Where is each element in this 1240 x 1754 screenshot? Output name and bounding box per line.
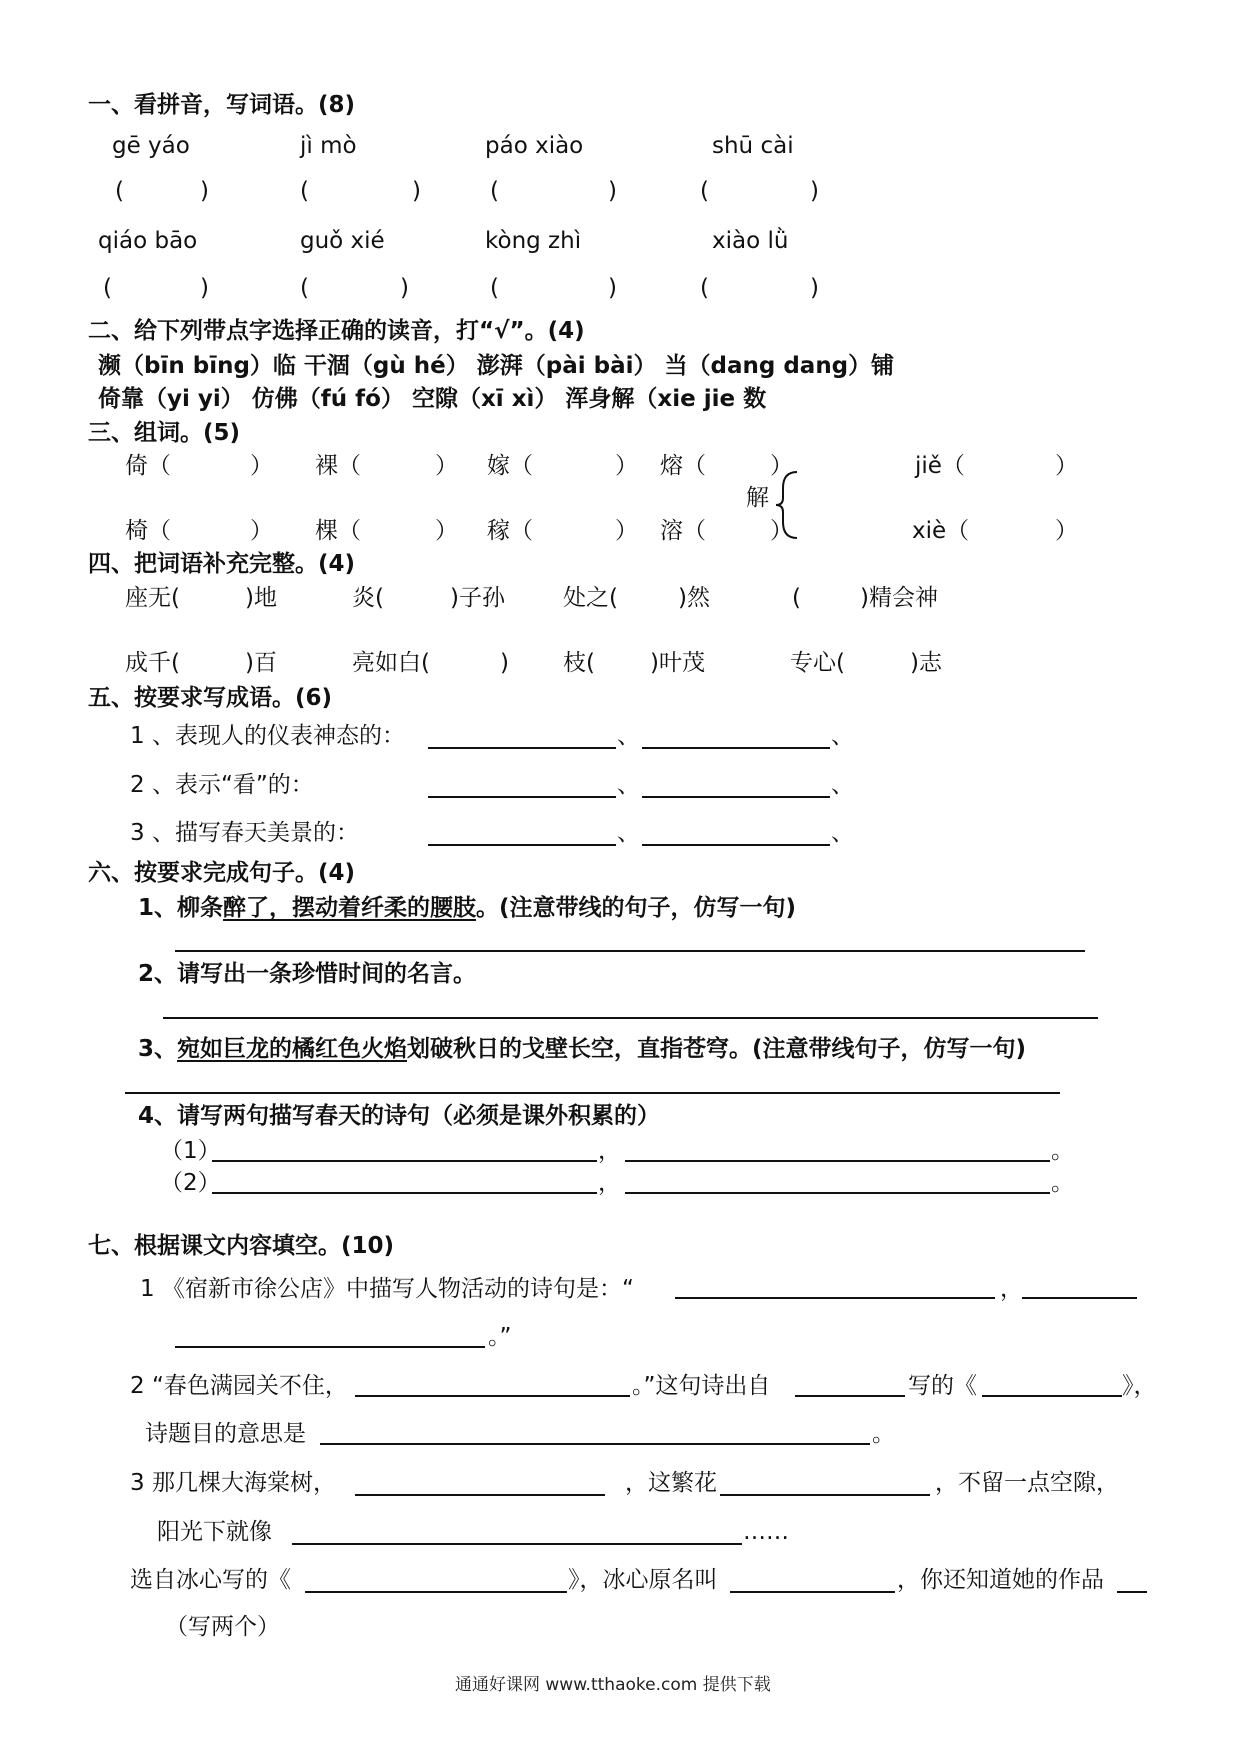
- s7-q4-blank-3[interactable]: [1117, 1591, 1147, 1593]
- s7-q3-e: ……: [743, 1519, 789, 1545]
- s6-q3-pre: 3、: [138, 1036, 178, 1062]
- paren-1-2-r: ): [412, 178, 421, 204]
- s7-q2-blank-2[interactable]: [795, 1395, 905, 1397]
- s7-q2-b: 。”这句诗出自: [632, 1373, 771, 1399]
- s3-r2-w2-close: ）: [435, 518, 458, 544]
- s6-q1-underlined: 醉了，摆动着纤柔的腰肢: [223, 895, 477, 921]
- section6-title: 六、按要求完成句子。(4): [88, 860, 356, 886]
- paren-2-4-l: (: [700, 275, 709, 301]
- s7-q3-blank-2[interactable]: [720, 1494, 930, 1496]
- s7-q4-c: ，你还知道她的作品: [897, 1567, 1104, 1593]
- s4-r1-d: )子孙: [450, 585, 505, 611]
- s7-q3-c: ，不留一点空隙，: [935, 1470, 1119, 1496]
- s7-q2-c: 写的《: [908, 1373, 977, 1399]
- paren-2-3-l: (: [490, 275, 499, 301]
- s7-q2-blank-4[interactable]: [320, 1443, 870, 1445]
- s7-q1-blank-3[interactable]: [175, 1346, 485, 1348]
- s6-q4-b-period: 。: [1051, 1170, 1074, 1196]
- paren-2-1-r: ): [200, 275, 209, 301]
- s3-r1-w1-close: ）: [250, 453, 273, 479]
- s7-q1: 1 《宿新市徐公店》中描写人物活动的诗句是：“: [140, 1276, 634, 1302]
- s4-r1-c: 炎(: [352, 585, 384, 611]
- s6-q4: 4、请写两句描写春天的诗句（必须是课外积累的）: [138, 1103, 661, 1129]
- s4-r2-a: 成千(: [125, 650, 180, 676]
- s3-r2-w2: 棵（: [315, 518, 361, 544]
- s6-q3-post: 划破秋日的戈壁长空，直指苍穹。(注意带线句子，仿写一句): [407, 1036, 1027, 1062]
- s5-item-1: 1 、表现人的仪表神态的：: [130, 723, 405, 749]
- s3-r1-w4-close: ）: [770, 453, 793, 479]
- s4-r2-d: ): [500, 650, 509, 676]
- s4-r2-b: )百: [245, 650, 277, 676]
- jie-reading-2: xiè（: [912, 518, 970, 544]
- pinyin-1-3: páo xiào: [485, 133, 584, 159]
- s6-q1-pre: 1、柳条: [138, 895, 224, 921]
- s7-q2-e: 诗题目的意思是: [145, 1421, 306, 1447]
- s4-r2-h: )志: [910, 650, 942, 676]
- s7-q4-d: （写两个）: [165, 1614, 280, 1640]
- s7-q2-a: 2 “春色满园关不住，: [130, 1373, 348, 1399]
- s4-r1-a: 座无(: [125, 585, 180, 611]
- s4-r1-h: )精会神: [860, 585, 938, 611]
- s6-q4-b-blank-1[interactable]: [212, 1192, 597, 1194]
- s7-q3-a: 3 那几棵大海棠树，: [130, 1470, 336, 1496]
- paren-1-1-l: (: [115, 178, 124, 204]
- s4-r2-c: 亮如白(: [352, 650, 430, 676]
- s5-blank-3a[interactable]: [428, 844, 616, 846]
- pinyin-1-2: jì mò: [300, 133, 357, 159]
- s5-item-3: 3 、描写春天美景的：: [130, 820, 359, 846]
- s6-q3: [138, 1038, 1026, 1061]
- s6-q2: 2、请写出一条珍惜时间的名言。: [138, 961, 477, 987]
- s5-item-2: 2 、表示“看”的：: [130, 772, 314, 798]
- pinyin-2-2: guǒ xié: [300, 228, 385, 254]
- section3-title: 三、组词。(5): [88, 420, 241, 446]
- s5-blank-2b[interactable]: [642, 796, 830, 798]
- s6-q1-post: 。(注意带线的句子，仿写一句): [476, 895, 797, 921]
- s7-q1-blank-1[interactable]: [675, 1297, 995, 1299]
- s6-q4-a-blank-1[interactable]: [212, 1160, 597, 1162]
- s3-r2-w4-close: ）: [770, 518, 793, 544]
- paren-1-2-l: (: [300, 178, 309, 204]
- jie-reading-1-close: ）: [1055, 453, 1078, 479]
- section2-row1: 濒（bīn bīng）临 干涸（gù hé） 澎湃（pài bài） 当（dang dang）铺: [98, 353, 895, 379]
- paren-1-4-l: (: [700, 178, 709, 204]
- paren-1-4-r: ): [810, 178, 819, 204]
- jie-character: 解: [746, 485, 769, 511]
- s6-q1: [138, 897, 796, 920]
- s7-q1-comma: ，: [1000, 1276, 1023, 1302]
- s5-sep-2b: 、: [831, 772, 854, 798]
- page-footer: 通通好课网 www.tthaoke.com 提供下载: [455, 1675, 771, 1695]
- s5-sep-1: 、: [617, 723, 640, 749]
- s6-q3-underlined: 宛如巨龙的橘红色火焰: [177, 1036, 408, 1062]
- s3-r2-w1: 椅（: [125, 518, 171, 544]
- s4-r1-b: )地: [245, 585, 277, 611]
- s6-answer-line-3[interactable]: [125, 1092, 1060, 1094]
- section1-title: 一、看拼音，写词语。(8): [88, 92, 356, 118]
- s6-answer-line-1[interactable]: [175, 950, 1085, 952]
- s7-q2-blank-3[interactable]: [982, 1395, 1122, 1397]
- s6-q4-a-period: 。: [1051, 1138, 1074, 1164]
- pinyin-2-3: kòng zhì: [485, 228, 582, 254]
- s5-blank-2a[interactable]: [428, 796, 616, 798]
- paren-2-2-r: ): [400, 275, 409, 301]
- paren-2-1-l: (: [103, 275, 112, 301]
- s7-q4-a: 选自冰心写的《: [130, 1567, 291, 1593]
- paren-1-3-l: (: [490, 178, 499, 204]
- s5-sep-1b: 、: [831, 723, 854, 749]
- pinyin-1-4: shū cài: [712, 133, 794, 159]
- paren-2-3-r: ): [608, 275, 617, 301]
- s4-r2-g: 专心(: [790, 650, 845, 676]
- s5-sep-2: 、: [617, 772, 640, 798]
- s3-r2-w4: 溶（: [660, 518, 706, 544]
- s7-q4-blank-2[interactable]: [730, 1591, 895, 1593]
- s3-r1-w4: 熔（: [660, 453, 706, 479]
- pinyin-2-1: qiáo bāo: [98, 228, 198, 254]
- s6-q4-a-label: （1）: [160, 1138, 221, 1164]
- section7-title: 七、根据课文内容填空。(10): [88, 1233, 395, 1259]
- s3-r2-w3-close: ）: [615, 518, 638, 544]
- pinyin-1-1: gē yáo: [112, 133, 190, 159]
- s3-r2-w3: 稼（: [487, 518, 533, 544]
- s4-r2-f: )叶茂: [650, 650, 705, 676]
- s6-q4-b-blank-2[interactable]: [625, 1192, 1050, 1194]
- paren-2-2-l: (: [300, 275, 309, 301]
- s3-r2-w1-close: ）: [250, 518, 273, 544]
- pinyin-2-4: xiào lǜ: [712, 228, 789, 254]
- s6-q4-b-comma: ，: [598, 1170, 621, 1196]
- s7-q3-d: 阳光下就像: [157, 1519, 272, 1545]
- s7-q3-blank-3[interactable]: [292, 1543, 742, 1545]
- s7-q2-d: 》，: [1122, 1373, 1157, 1399]
- paren-1-3-r: ): [608, 178, 617, 204]
- paren-2-4-r: ): [810, 275, 819, 301]
- s7-q4-b: 》，冰心原名叫: [568, 1567, 718, 1593]
- s5-sep-3b: 、: [831, 820, 854, 846]
- s3-r1-w2: 裸（: [315, 453, 361, 479]
- jie-reading-1: jiě（: [915, 453, 965, 479]
- s5-blank-1b[interactable]: [642, 747, 830, 749]
- section2-row2: 倚靠（yi yi） 仿佛（fú fó） 空隙（xī xì） 浑身解（xie jie 数: [98, 386, 767, 412]
- s6-q4-a-blank-2[interactable]: [625, 1160, 1050, 1162]
- s7-q1-end: 。”: [488, 1324, 512, 1350]
- s7-q2-blank-1[interactable]: [355, 1395, 630, 1397]
- s4-r1-f: )然: [678, 585, 710, 611]
- s7-q3-blank-1[interactable]: [355, 1494, 605, 1496]
- s4-r1-g: (: [792, 585, 801, 611]
- paren-1-1-r: ): [200, 178, 209, 204]
- s4-r1-e: 处之(: [563, 585, 618, 611]
- s3-r1-w3: 嫁（: [487, 453, 533, 479]
- s6-q4-b-label: （2）: [160, 1170, 221, 1196]
- brace-icon: [775, 470, 801, 540]
- s7-q3-b: ，这繁花: [625, 1470, 717, 1496]
- s5-blank-3b[interactable]: [642, 844, 830, 846]
- s5-sep-3: 、: [617, 820, 640, 846]
- s7-q1-blank-2[interactable]: [1022, 1297, 1137, 1299]
- section5-title: 五、按要求写成语。(6): [88, 685, 333, 711]
- s3-r1-w2-close: ）: [435, 453, 458, 479]
- s6-answer-line-2[interactable]: [163, 1017, 1098, 1019]
- section2-title: 二、给下列带点字选择正确的读音，打“√”。(4): [88, 318, 585, 344]
- s3-r1-w1: 倚（: [125, 453, 171, 479]
- section4-title: 四、把词语补充完整。(4): [88, 551, 356, 577]
- s6-q4-a-comma: ，: [598, 1138, 621, 1164]
- s3-r1-w3-close: ）: [615, 453, 638, 479]
- s7-q4-blank-1[interactable]: [305, 1591, 567, 1593]
- s5-blank-1a[interactable]: [428, 747, 616, 749]
- s7-q2-f: 。: [872, 1421, 895, 1447]
- s4-r2-e: 枝(: [563, 650, 595, 676]
- jie-reading-2-close: ）: [1055, 518, 1078, 544]
